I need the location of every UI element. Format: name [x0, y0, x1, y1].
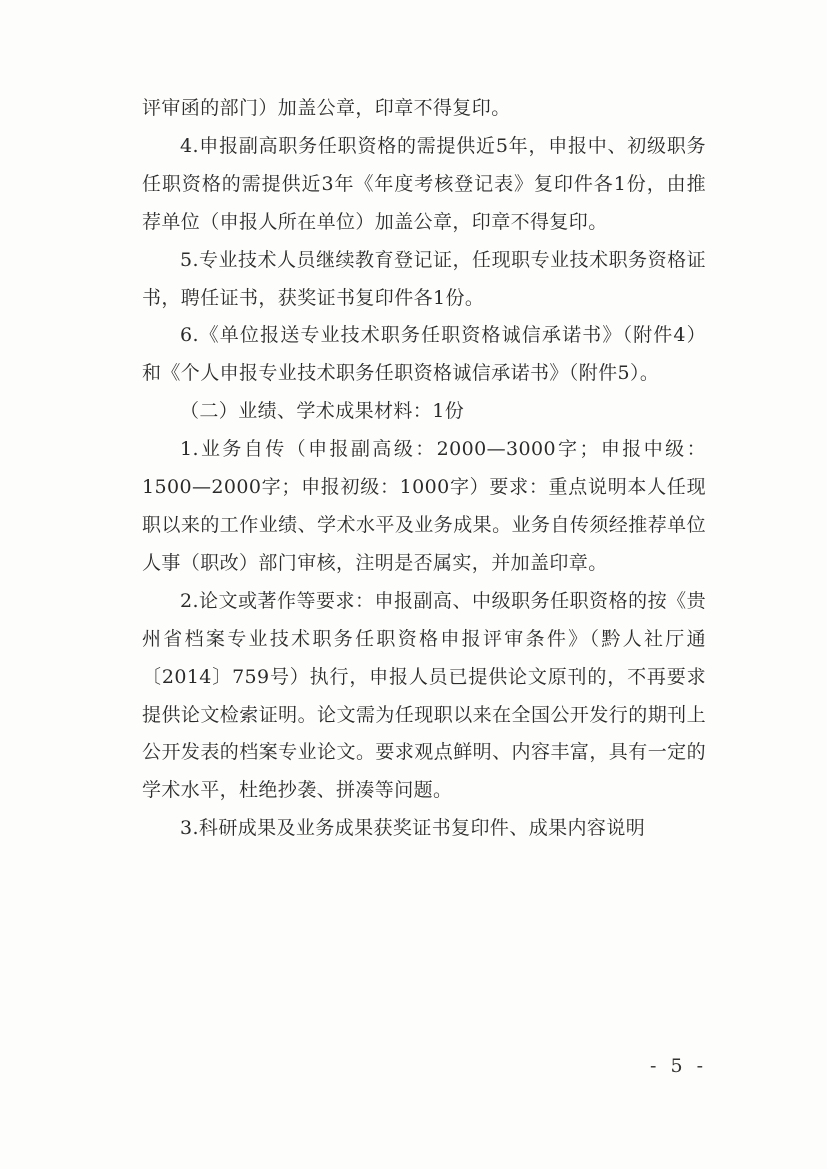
section-heading-2: （二）业绩、学术成果材料：1份 [180, 400, 465, 423]
document-body [142, 90, 706, 848]
paragraph-item-5: 5.专业技术人员继续教育登记证，任现职专业技术职务资格证书，聘任证书，获奖证书复印件各1份。 [142, 248, 706, 309]
paragraph-autobiography: 1.业务自传（申报副高级：2000—3000字；申报中级：1500—2000字；申报初级：1000字）要求：重点说明本人任现职以来的工作业绩、学术水平及业务成果。业务自传须经推荐单位人事（职改）部门审核，注明是否属实，并加盖印章。 [142, 438, 706, 574]
paragraph-continuation: 评审函的部门）加盖公章，印章不得复印。 [142, 97, 511, 119]
page-number: - 5 - [650, 1055, 708, 1077]
paragraph-research-awards: 3.科研成果及业务成果获奖证书复印件、成果内容说明 [180, 817, 646, 840]
paragraph-papers: 2.论文或著作等要求：申报副高、中级职务任职资格的按《贵州省档案专业技术职务任职资格申报评审条件》（黔人社厅通〔2014〕759号）执行，申报人员已提供论文原刊的，不再要求提供论文检索证明。论文需为任现职以来在全国公开发行的期刊上公开发表的档案专业论文。要求观点鲜明、内容丰富，具有一定的学术水平，杜绝抄袭、拼凑等问题。 [142, 589, 706, 802]
paragraph-item-6: 6.《单位报送专业技术职务任职资格诚信承诺书》（附件4）和《个人申报专业技术职务任职资格诚信承诺书》（附件5）。 [142, 324, 706, 385]
paragraph-item-4: 4.申报副高职务任职资格的需提供近5年，申报中、初级职务任职资格的需提供近3年《年度考核登记表》复印件各1份，由推荐单位（申报人所在单位）加盖公章，印章不得复印。 [142, 134, 706, 233]
